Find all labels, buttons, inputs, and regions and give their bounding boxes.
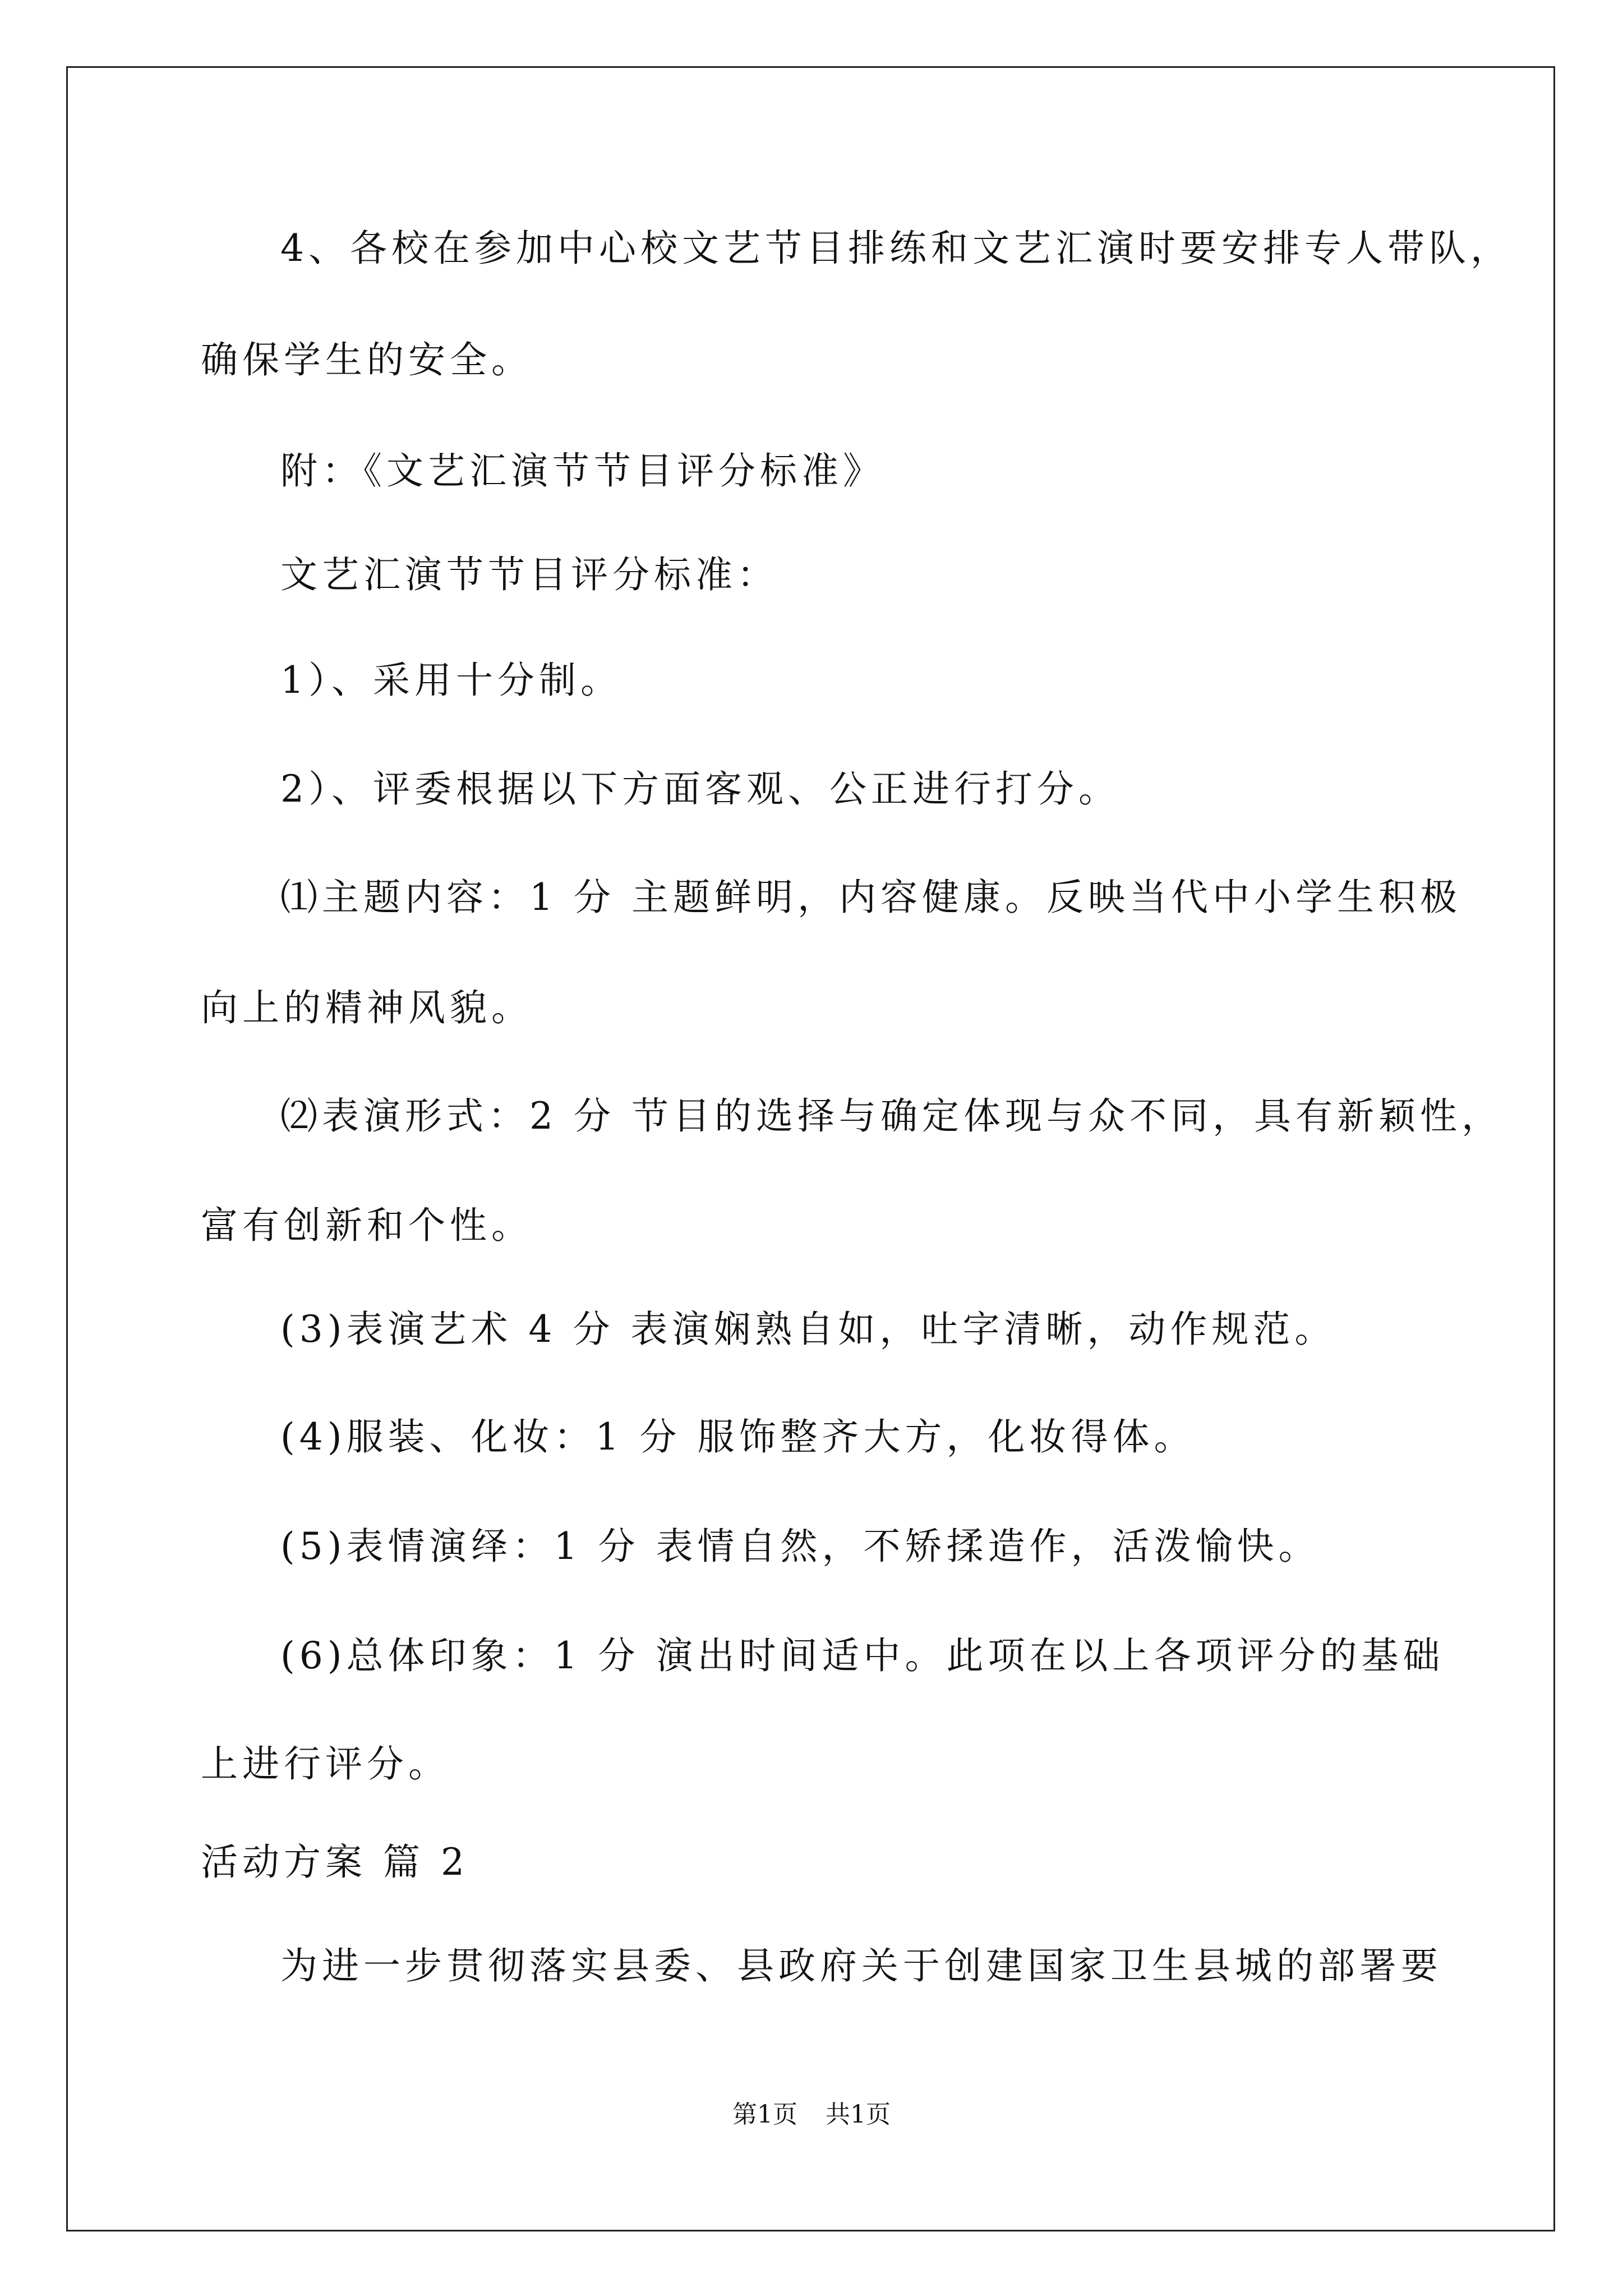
body-line: 附：《文艺汇演节节目评分标准》 <box>280 449 884 493</box>
body-line: 为进一步贯彻落实县委、县政府关于创建国家卫生县城的部署要 <box>280 1944 1442 1987</box>
body-line: (5)表情演绎：1 分 表情自然，不矫揉造作，活泼愉快。 <box>280 1525 1320 1568</box>
body-line: 上进行评分。 <box>201 1742 450 1786</box>
page-number: 第1页 <box>732 2100 797 2129</box>
body-line: (4)服装、化妆：1 分 服饰整齐大方，化妆得体。 <box>280 1415 1196 1458</box>
body-line: 文艺汇演节节目评分标准： <box>280 553 778 596</box>
page-border <box>66 66 1555 2231</box>
body-line: ⑴主题内容：1 分 主题鲜明，内容健康。反映当代中小学生积极 <box>280 876 1461 919</box>
body-line: 4、各校在参加中心校文艺节目排练和文艺汇演时要安排专人带队， <box>280 227 1512 270</box>
body-line: 1）、采用十分制。 <box>280 659 622 702</box>
body-line: 富有创新和个性。 <box>201 1204 533 1247</box>
page-footer <box>0 2098 1623 2132</box>
body-line: (3)表演艺术 4 分 表演娴熟自如，吐字清晰，动作规范。 <box>280 1308 1336 1351</box>
section-heading: 活动方案 篇 2 <box>201 1841 469 1884</box>
body-line: 向上的精神风貌。 <box>201 986 533 1029</box>
body-line: 2）、评委根据以下方面客观、公正进行打分。 <box>280 767 1120 811</box>
body-line: ⑵表演形式：2 分 节目的选择与确定体现与众不同，具有新颖性， <box>280 1094 1503 1138</box>
page-total: 共1页 <box>826 2100 891 2129</box>
body-line: (6)总体印象：1 分 演出时间适中。此项在以上各项评分的基础 <box>280 1634 1445 1677</box>
body-line: 确保学生的安全。 <box>201 338 533 381</box>
